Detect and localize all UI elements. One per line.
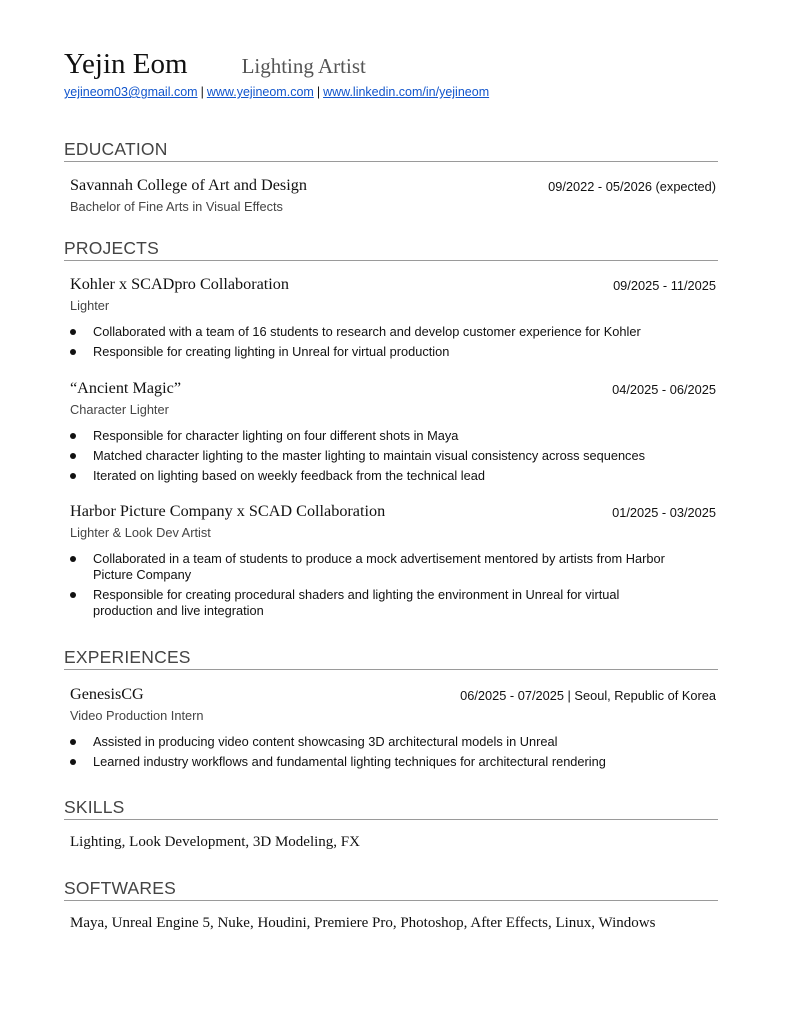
contact-links [64, 85, 489, 99]
experience-date: 06/2025 - 07/2025 | Seoul, Republic of Korea [460, 688, 716, 703]
bullet-item: Assisted in producing video content showcasing 3D architectural models in Unreal [70, 734, 673, 750]
bullet-icon [70, 433, 76, 439]
skills-heading: SKILLS [64, 797, 718, 820]
bullet-icon [70, 473, 76, 479]
bullet-item: Responsible for character lighting on four different shots in Maya [70, 428, 673, 444]
experiences-heading: EXPERIENCES [64, 647, 718, 670]
bullet-item: Collaborated in a team of students to produce a mock advertisement mentored by artists from Harbor Picture Company [70, 551, 673, 583]
job-title: Lighting Artist [241, 54, 366, 78]
education-entry [70, 176, 716, 215]
project-date: 09/2025 - 11/2025 [613, 278, 716, 293]
project-role: Character Lighter [70, 402, 169, 417]
bullet-item: Collaborated with a team of 16 students to research and develop customer experience for Kohler [70, 324, 673, 340]
separator: | [200, 85, 204, 99]
project-name: Kohler x SCADpro Collaboration [70, 275, 289, 293]
project-entry [70, 379, 716, 488]
bullet-icon [70, 453, 76, 459]
bullet-icon [70, 592, 76, 598]
project-date: 04/2025 - 06/2025 [612, 382, 716, 397]
bullet-item: Responsible for creating procedural shaders and lighting the environment in Unreal for virtual production and live integration [70, 587, 673, 619]
project-name: Harbor Picture Company x SCAD Collaboration [70, 502, 386, 520]
experience-role: Video Production Intern [70, 708, 204, 723]
bullet-icon [70, 759, 76, 765]
degree: Bachelor of Fine Arts in Visual Effects [70, 199, 283, 214]
bullet-item: Matched character lighting to the master lighting to maintain visual consistency across sequences [70, 448, 673, 464]
project-bullets [70, 324, 716, 360]
full-name: Yejin Eom [64, 48, 188, 80]
bullet-item: Responsible for creating lighting in Unreal for virtual production [70, 344, 673, 360]
bullet-icon [70, 739, 76, 745]
experience-bullets [70, 734, 716, 770]
project-bullets [70, 551, 716, 619]
school-name: Savannah College of Art and Design [70, 176, 307, 194]
project-role: Lighter [70, 298, 110, 313]
education-date: 09/2022 - 05/2026 (expected) [548, 179, 716, 194]
project-bullets [70, 428, 716, 484]
header [64, 48, 366, 84]
linkedin-link[interactable]: www.linkedin.com/in/yejineom [323, 85, 490, 99]
company-name: GenesisCG [70, 685, 144, 703]
project-date: 01/2025 - 03/2025 [612, 505, 716, 520]
bullet-item: Iterated on lighting based on weekly feedback from the technical lead [70, 468, 673, 484]
education-heading: EDUCATION [64, 139, 718, 162]
bullet-icon [70, 556, 76, 562]
project-entry [70, 275, 716, 364]
softwares-heading: SOFTWARES [64, 878, 718, 901]
separator: | [316, 85, 321, 99]
softwares-list: Maya, Unreal Engine 5, Nuke, Houdini, Premiere Pro, Photoshop, After Effects, Linux, Windows [70, 915, 656, 931]
project-entry [70, 502, 716, 623]
project-role: Lighter & Look Dev Artist [70, 525, 211, 540]
skills-list: Lighting, Look Development, 3D Modeling, FX [70, 834, 360, 850]
project-name: “Ancient Magic” [70, 379, 182, 397]
email-link[interactable]: yejineom03@gmail.com [64, 85, 198, 99]
bullet-icon [70, 349, 76, 355]
website-link[interactable]: www.yejineom.com [206, 85, 314, 99]
experience-entry [70, 685, 716, 774]
bullet-icon [70, 329, 76, 335]
projects-heading: PROJECTS [64, 238, 718, 261]
bullet-item: Learned industry workflows and fundamental lighting techniques for architectural rendering [70, 754, 673, 770]
